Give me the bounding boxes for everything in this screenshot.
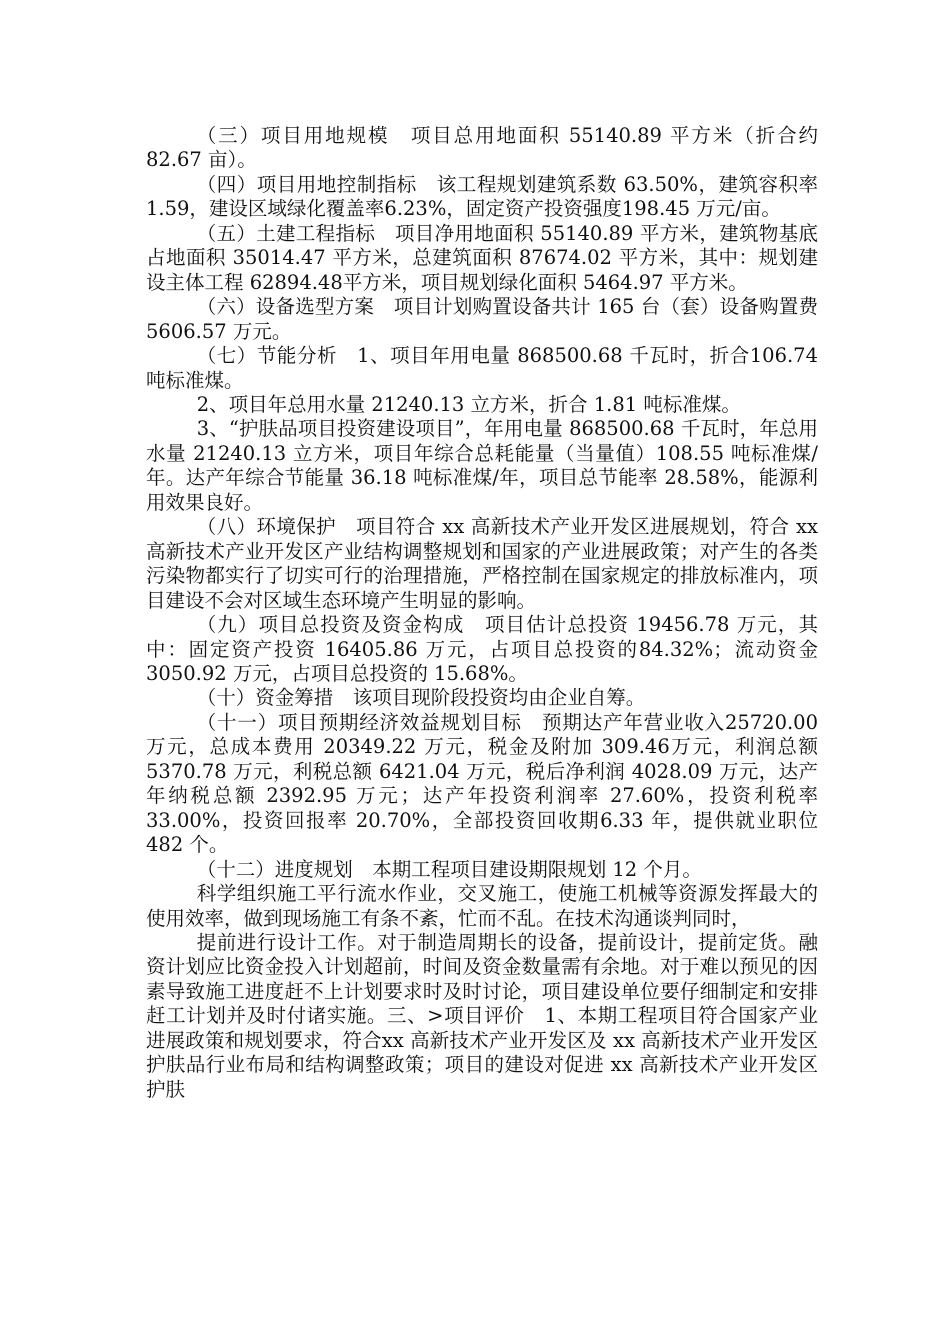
paragraph-energy-1: （七）节能分析 1、项目年用电量 868500.68 千瓦时，折合106.74 吨标准煤。 <box>146 344 818 392</box>
paragraph-environment: （八）环境保护 项目符合 xx 高新技术产业开发区进展规划，符合 xx 高新技术产业开发区产业结构调整规划和国家的产业进展政策；对产生的各类污染物都实行了切实可行的治理措施，严格控制在国家规定的排放标准内，项目建设不会对区域生态环境产生明显的影响。 <box>146 515 818 612</box>
paragraph-land-scale: （三）项目用地规模 项目总用地面积 55140.89 平方米（折合约 82.67 亩）。 <box>146 124 818 172</box>
paragraph-equipment: （六）设备选型方案 项目计划购置设备共计 165 台（套）设备购置费 5606.57 万元。 <box>146 295 818 343</box>
paragraph-construction-org: 科学组织施工平行流水作业，交叉施工，使施工机械等资源发挥最大的使用效率，做到现场施工有条不紊，忙而不乱。在技术沟通谈判同时， <box>146 882 818 930</box>
paragraph-civil-works: （五）土建工程指标 项目净用地面积 55140.89 平方米，建筑物基底占地面积 35014.47 平方米，总建筑面积 87674.02 平方米，其中：规划建设主体工程 62894.48平方米，项目规划绿化面积 5464.97 平方米。 <box>146 221 818 294</box>
paragraph-schedule: （十二）进度规划 本期工程项目建设期限规划 12 个月。 <box>196 857 702 881</box>
paragraph-energy-3: 3、“护肤品项目投资建设项目”，年用电量 868500.68 千瓦时，年总用水量 21240.13 立方米，项目年综合总耗能量（当量值）108.55 吨标准煤/年。达产年综合节能量 36.18 吨标准煤/年，项目总节能率 28.58%，能源利用效果良好。 <box>146 417 818 514</box>
paragraph-energy-2: 2、项目年总用水量 21240.13 立方米，折合 1.81 吨标准煤。 <box>196 392 741 416</box>
paragraph-land-control: （四）项目用地控制指标 该工程规划建筑系数 63.50%，建筑容积率 1.59，建设区域绿化覆盖率6.23%，固定资产投资强度198.45 万元/亩。 <box>146 172 818 221</box>
paragraph-funding: （十）资金筹措 该项目现阶段投资均由企业自筹。 <box>196 686 646 710</box>
paragraph-design-evaluation: 提前进行设计工作。对于制造周期长的设备，提前设计，提前定货。融资计划应比资金投入计划超前，时间及资金数量需有余地。对于难以预见的因素导致施工进度赶不上计划要求时及时讨论，项目建设单位要仔细制定和安排赶工计划并及时付诸实施。三、>项目评价 1、本期工程项目符合国家产业进展政策和规划要求，符合xx 高新技术产业开发区及 xx 高新技术产业开发区护肤品行业布局和结构调整政策；项目的建设对促进 xx 高新技术产业开发区护肤 <box>146 930 818 1101</box>
document-body <box>146 124 818 1102</box>
paragraph-economic-targets: （十一）项目预期经济效益规划目标 预期达产年营业收入25720.00 万元，总成本费用 20349.22 万元，税金及附加 309.46万元，利润总额 5370.78 万元，利税总额 6421.04 万元，税后净利润 4028.09 万元，达产年纳税总额 2392.95 万元；达产年投资利润率 27.60%，投资利税率 33.00%，投资回报率 20.70%，全部投资回收期6.33 年，提供就业职位 482 个。 <box>146 710 818 857</box>
paragraph-investment: （九）项目总投资及资金构成 项目估计总投资 19456.78 万元，其中：固定资产投资 16405.86 万元，占项目总投资的84.32%；流动资金 3050.92 万元，占项目总投资的 15.68%。 <box>146 613 818 685</box>
